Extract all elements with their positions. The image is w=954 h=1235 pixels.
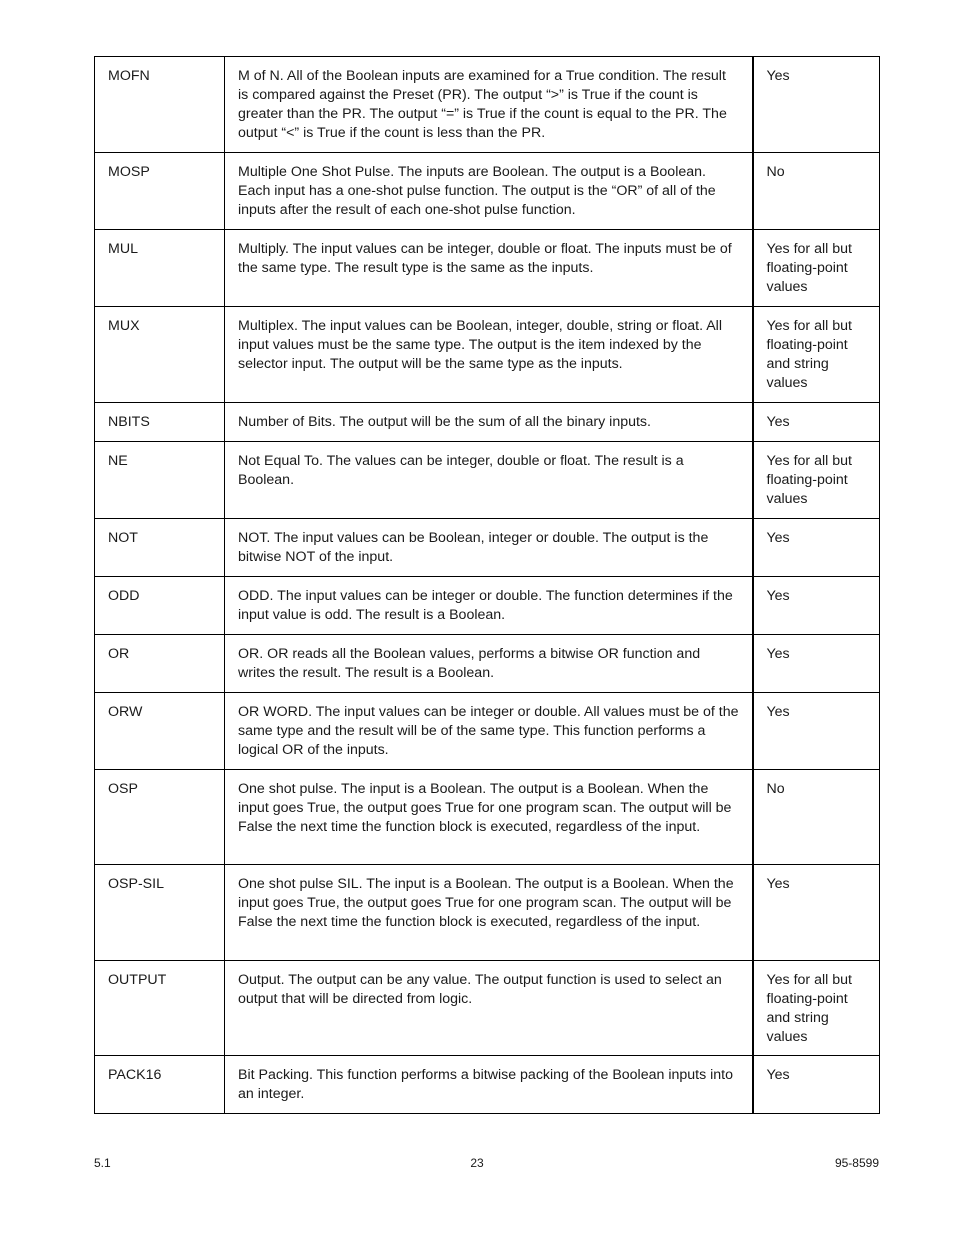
table-row bbox=[95, 230, 880, 307]
function-name: OSP bbox=[95, 770, 225, 865]
function-name: ORW bbox=[95, 693, 225, 770]
function-description: Multiple One Shot Pulse. The inputs are Boolean. The output is a Boolean. Each input has a one-shot pulse function. The output is the “OR” of all of the inputs after the result of each one-shot pulse function. bbox=[225, 153, 753, 230]
function-description: Multiply. The input values can be integer, double or float. The inputs must be of the same type. The result type is the same as the inputs. bbox=[225, 230, 753, 307]
function-sil-rating: Yes bbox=[753, 519, 880, 577]
table-row bbox=[95, 57, 880, 153]
function-name: MOSP bbox=[95, 153, 225, 230]
function-sil-rating: No bbox=[753, 153, 880, 230]
function-description: OR. OR reads all the Boolean values, performs a bitwise OR function and writes the result. The result is a Boolean. bbox=[225, 635, 753, 693]
function-description: One shot pulse. The input is a Boolean. The output is a Boolean. When the input goes True, the output goes True for one program scan. The output will be False the next time the function block is executed, regardless of the input. bbox=[225, 770, 753, 865]
footer-page-number: 23 bbox=[470, 1156, 484, 1170]
footer-document-number: 95-8599 bbox=[834, 1156, 879, 1170]
function-description: Bit Packing. This function performs a bitwise packing of the Boolean inputs into an integer. bbox=[225, 1056, 753, 1114]
table-row bbox=[95, 961, 880, 1056]
table-row bbox=[95, 403, 880, 442]
table-row bbox=[95, 1056, 880, 1114]
function-sil-rating: Yes for all but floating-point values bbox=[753, 442, 880, 519]
function-name: OR bbox=[95, 635, 225, 693]
footer-revision: 5.1 bbox=[94, 1156, 111, 1170]
function-sil-rating: Yes bbox=[753, 693, 880, 770]
function-sil-rating: Yes bbox=[753, 577, 880, 635]
function-table-body bbox=[95, 57, 880, 1114]
function-description: Not Equal To. The values can be integer, double or float. The result is a Boolean. bbox=[225, 442, 753, 519]
function-name: OUTPUT bbox=[95, 961, 225, 1056]
function-description: ODD. The input values can be integer or double. The function determines if the input value is odd. The result is a Boolean. bbox=[225, 577, 753, 635]
function-name: NBITS bbox=[95, 403, 225, 442]
function-description: Number of Bits. The output will be the sum of all the binary inputs. bbox=[225, 403, 753, 442]
table-row bbox=[95, 442, 880, 519]
function-sil-rating: Yes bbox=[753, 635, 880, 693]
function-sil-rating: Yes bbox=[753, 865, 880, 961]
function-description: One shot pulse SIL. The input is a Boolean. The output is a Boolean. When the input goes True, the output goes True for one program scan. The output will be False the next time the function block is executed, regardless of the input. bbox=[225, 865, 753, 961]
function-name: MOFN bbox=[95, 57, 225, 153]
function-name: PACK16 bbox=[95, 1056, 225, 1114]
function-name: OSP-SIL bbox=[95, 865, 225, 961]
table-row bbox=[95, 693, 880, 770]
function-name: MUX bbox=[95, 307, 225, 403]
function-description: Output. The output can be any value. The output function is used to select an output that will be directed from logic. bbox=[225, 961, 753, 1056]
table-row bbox=[95, 577, 880, 635]
function-table bbox=[94, 56, 880, 1114]
function-name: NE bbox=[95, 442, 225, 519]
table-row bbox=[95, 865, 880, 961]
function-sil-rating: Yes for all but floating-point values bbox=[753, 230, 880, 307]
table-row bbox=[95, 519, 880, 577]
function-description: NOT. The input values can be Boolean, integer or double. The output is the bitwise NOT of the input. bbox=[225, 519, 753, 577]
table-row bbox=[95, 635, 880, 693]
function-sil-rating: Yes bbox=[753, 57, 880, 153]
function-name: ODD bbox=[95, 577, 225, 635]
table-row bbox=[95, 307, 880, 403]
function-sil-rating: Yes bbox=[753, 1056, 880, 1114]
function-name: NOT bbox=[95, 519, 225, 577]
function-description: OR WORD. The input values can be integer or double. All values must be of the same type and the result will be of the same type. This function performs a logical OR of the inputs. bbox=[225, 693, 753, 770]
table-row bbox=[95, 153, 880, 230]
function-sil-rating: No bbox=[753, 770, 880, 865]
function-sil-rating: Yes bbox=[753, 403, 880, 442]
function-name: MUL bbox=[95, 230, 225, 307]
table-row bbox=[95, 770, 880, 865]
function-sil-rating: Yes for all but floating-point and string values bbox=[753, 307, 880, 403]
function-description: M of N. All of the Boolean inputs are examined for a True condition. The result is compared against the Preset (PR). The output “>” is True if the count is greater than the PR. The output “=” is True if the count is equal to the PR. The output “<” is True if the count is less than the PR. bbox=[225, 57, 753, 153]
function-sil-rating: Yes for all but floating-point and string values bbox=[753, 961, 880, 1056]
function-description: Multiplex. The input values can be Boolean, integer, double, string or float. All input values must be the same type. The output is the item indexed by the selector input. The output will be the same type as the inputs. bbox=[225, 307, 753, 403]
